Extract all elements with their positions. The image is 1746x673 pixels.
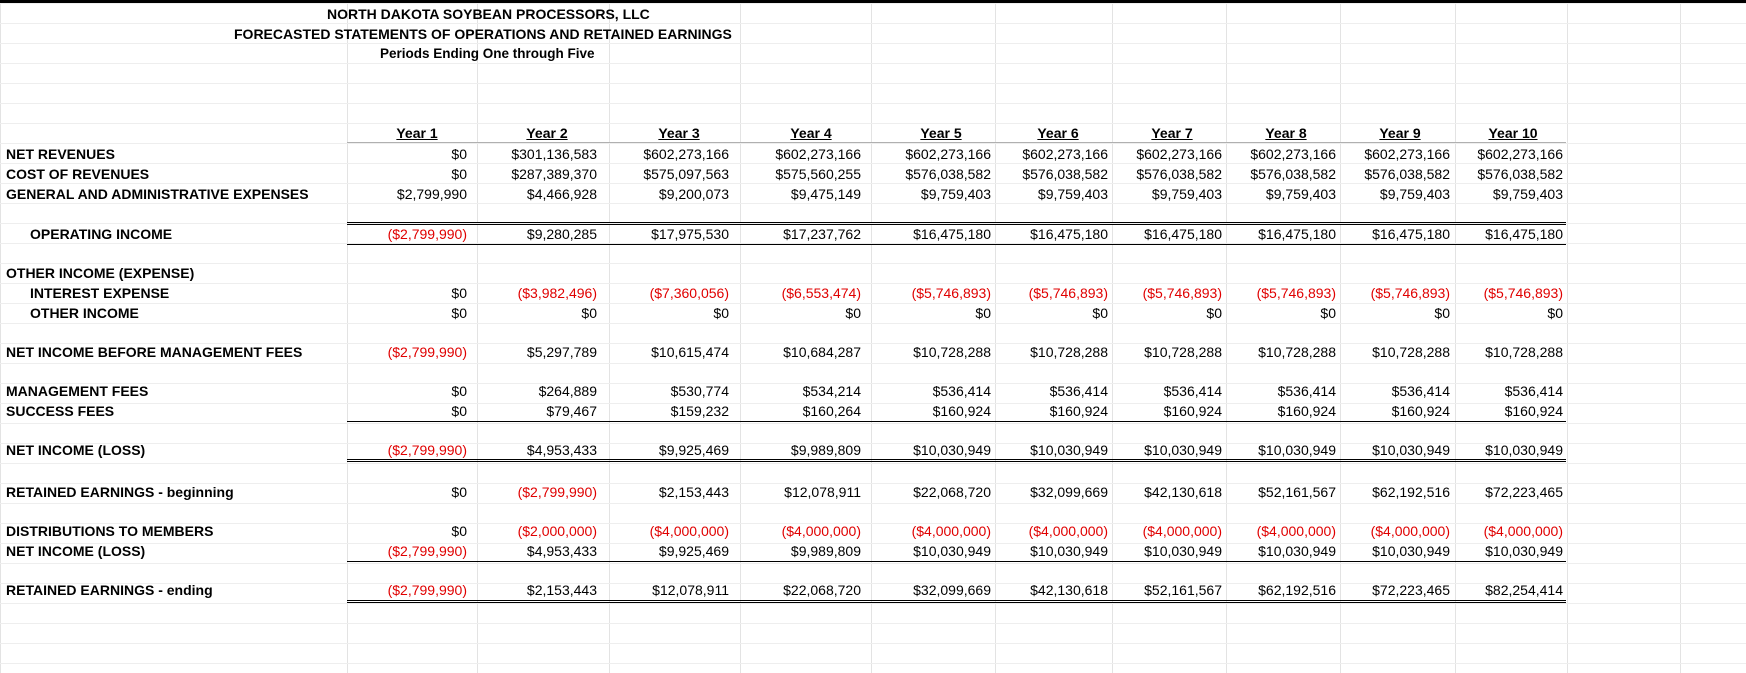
cell-other-income-year-10[interactable]: $0: [1547, 305, 1563, 321]
cell-interest-expense-year-7[interactable]: ($5,746,893): [1142, 285, 1222, 301]
cell-retained-earnings-ending-year-7[interactable]: $52,161,567: [1144, 582, 1222, 598]
cell-net-income-before-fees-year-4[interactable]: $10,684,287: [783, 344, 861, 360]
cell-retained-earnings-ending-year-6[interactable]: $42,130,618: [1030, 582, 1108, 598]
cell-management-fees-year-6[interactable]: $536,414: [1049, 383, 1108, 399]
cell-net-revenues-year-2[interactable]: $301,136,583: [511, 146, 597, 162]
cell-operating-income-year-1[interactable]: ($2,799,990): [387, 226, 467, 242]
cell-net-revenues-year-9[interactable]: $602,273,166: [1364, 146, 1450, 162]
cell-distributions-to-members-year-7[interactable]: ($4,000,000): [1142, 523, 1222, 539]
cell-retained-earnings-beginning-year-1[interactable]: $0: [451, 484, 467, 500]
cell-net-income-before-fees-year-7[interactable]: $10,728,288: [1144, 344, 1222, 360]
cell-interest-expense-year-6[interactable]: ($5,746,893): [1028, 285, 1108, 301]
cell-other-income-year-5[interactable]: $0: [975, 305, 991, 321]
cell-general-admin-expenses-year-6[interactable]: $9,759,403: [1037, 186, 1108, 202]
row-label-other-income: OTHER INCOME: [30, 305, 139, 321]
cell-success-fees-year-3[interactable]: $159,232: [670, 403, 729, 419]
cell-interest-expense-year-4[interactable]: ($6,553,474): [781, 285, 861, 301]
row-gridline: [0, 623, 1746, 624]
cell-net-income-loss-year-3[interactable]: $9,925,469: [658, 442, 729, 458]
cell-retained-earnings-beginning-year-7[interactable]: $42,130,618: [1144, 484, 1222, 500]
cell-net-income-loss-2-year-3[interactable]: $9,925,469: [658, 543, 729, 559]
cell-net-revenues-year-6[interactable]: $602,273,166: [1022, 146, 1108, 162]
cell-operating-income-year-5[interactable]: $16,475,180: [913, 226, 991, 242]
row-gridline: [0, 3, 1746, 4]
cell-success-fees-year-9[interactable]: $160,924: [1391, 403, 1450, 419]
cell-net-income-loss-year-7[interactable]: $10,030,949: [1144, 442, 1222, 458]
cell-net-revenues-year-3[interactable]: $602,273,166: [643, 146, 729, 162]
cell-net-revenues-year-10[interactable]: $602,273,166: [1477, 146, 1563, 162]
row-label-other-income-expense: OTHER INCOME (EXPENSE): [6, 265, 195, 281]
row-label-net-income-before-fees: NET INCOME BEFORE MANAGEMENT FEES: [6, 344, 303, 360]
operating-income-bottom-rule: [347, 244, 1566, 245]
cell-general-admin-expenses-year-8[interactable]: $9,759,403: [1265, 186, 1336, 202]
cell-distributions-to-members-year-6[interactable]: ($4,000,000): [1028, 523, 1108, 539]
cell-retained-earnings-beginning-year-9[interactable]: $62,192,516: [1372, 484, 1450, 500]
net-income-double-rule: [347, 459, 1566, 462]
cell-interest-expense-year-10[interactable]: ($5,746,893): [1483, 285, 1563, 301]
cell-management-fees-year-2[interactable]: $264,889: [538, 383, 597, 399]
row-gridline: [0, 323, 1746, 324]
cell-distributions-to-members-year-4[interactable]: ($4,000,000): [781, 523, 861, 539]
cell-net-income-loss-year-6[interactable]: $10,030,949: [1030, 442, 1108, 458]
row-label-retained-earnings-ending: RETAINED EARNINGS - ending: [6, 582, 213, 598]
cell-general-admin-expenses-year-1[interactable]: $2,799,990: [396, 186, 467, 202]
row-label-net-income-loss: NET INCOME (LOSS): [6, 442, 146, 458]
cell-success-fees-year-4[interactable]: $160,264: [802, 403, 861, 419]
cell-net-income-before-fees-year-8[interactable]: $10,728,288: [1258, 344, 1336, 360]
cell-cost-of-revenues-year-4[interactable]: $575,560,255: [775, 166, 861, 182]
cell-distributions-to-members-year-8[interactable]: ($4,000,000): [1256, 523, 1336, 539]
cell-net-income-loss-2-year-7[interactable]: $10,030,949: [1144, 543, 1222, 559]
cell-net-revenues-year-8[interactable]: $602,273,166: [1250, 146, 1336, 162]
cell-retained-earnings-ending-year-2[interactable]: $2,153,443: [526, 582, 597, 598]
cell-net-income-loss-2-year-5[interactable]: $10,030,949: [913, 543, 991, 559]
row-label-net-income-loss-2: NET INCOME (LOSS): [6, 543, 146, 559]
column-header-year-2: Year 2: [526, 125, 568, 141]
cell-general-admin-expenses-year-3[interactable]: $9,200,073: [658, 186, 729, 202]
row-label-distributions-to-members: DISTRIBUTIONS TO MEMBERS: [6, 523, 214, 539]
cell-management-fees-year-5[interactable]: $536,414: [932, 383, 991, 399]
report-period: Periods Ending One through Five: [380, 46, 595, 61]
cell-operating-income-year-8[interactable]: $16,475,180: [1258, 226, 1336, 242]
column-header-year-4: Year 4: [790, 125, 832, 141]
column-header-year-1: Year 1: [396, 125, 438, 141]
cell-net-income-before-fees-year-1[interactable]: ($2,799,990): [387, 344, 467, 360]
column-header-year-8: Year 8: [1265, 125, 1307, 141]
cell-success-fees-year-2[interactable]: $79,467: [546, 403, 597, 419]
cell-cost-of-revenues-year-9[interactable]: $576,038,582: [1364, 166, 1450, 182]
row-gridline: [0, 663, 1746, 664]
cell-cost-of-revenues-year-2[interactable]: $287,389,370: [511, 166, 597, 182]
cell-general-admin-expenses-year-7[interactable]: $9,759,403: [1151, 186, 1222, 202]
cell-management-fees-year-4[interactable]: $534,214: [802, 383, 861, 399]
cell-distributions-to-members-year-2[interactable]: ($2,000,000): [517, 523, 597, 539]
cell-operating-income-year-6[interactable]: $16,475,180: [1030, 226, 1108, 242]
row-label-operating-income: OPERATING INCOME: [30, 226, 173, 242]
column-header-year-10: Year 10: [1488, 125, 1538, 141]
cell-net-revenues-year-1[interactable]: $0: [451, 146, 467, 162]
cell-net-income-before-fees-year-3[interactable]: $10,615,474: [651, 344, 729, 360]
cell-other-income-year-3[interactable]: $0: [713, 305, 729, 321]
cell-operating-income-year-2[interactable]: $9,280,285: [526, 226, 597, 242]
cell-retained-earnings-beginning-year-3[interactable]: $2,153,443: [658, 484, 729, 500]
spreadsheet[interactable]: [0, 3, 1746, 673]
cell-operating-income-year-10[interactable]: $16,475,180: [1485, 226, 1563, 242]
cell-success-fees-year-8[interactable]: $160,924: [1277, 403, 1336, 419]
cell-cost-of-revenues-year-8[interactable]: $576,038,582: [1250, 166, 1336, 182]
cell-retained-earnings-beginning-year-6[interactable]: $32,099,669: [1030, 484, 1108, 500]
cell-distributions-to-members-year-10[interactable]: ($4,000,000): [1483, 523, 1563, 539]
cell-other-income-year-2[interactable]: $0: [581, 305, 597, 321]
cell-management-fees-year-8[interactable]: $536,414: [1277, 383, 1336, 399]
cell-cost-of-revenues-year-3[interactable]: $575,097,563: [643, 166, 729, 182]
column-header-year-3: Year 3: [658, 125, 700, 141]
cell-retained-earnings-ending-year-1[interactable]: ($2,799,990): [387, 582, 467, 598]
cell-success-fees-year-7[interactable]: $160,924: [1163, 403, 1222, 419]
cell-retained-earnings-beginning-year-5[interactable]: $22,068,720: [913, 484, 991, 500]
cell-distributions-to-members-year-3[interactable]: ($4,000,000): [649, 523, 729, 539]
cell-operating-income-year-7[interactable]: $16,475,180: [1144, 226, 1222, 242]
cell-retained-earnings-beginning-year-4[interactable]: $12,078,911: [784, 484, 861, 500]
cell-general-admin-expenses-year-4[interactable]: $9,475,149: [790, 186, 861, 202]
cell-distributions-to-members-year-9[interactable]: ($4,000,000): [1370, 523, 1450, 539]
row-gridline: [0, 503, 1746, 504]
cell-other-income-year-6[interactable]: $0: [1092, 305, 1108, 321]
row-gridline: [0, 363, 1746, 364]
cell-distributions-to-members-year-1[interactable]: $0: [451, 523, 467, 539]
row-label-interest-expense: INTEREST EXPENSE: [30, 285, 170, 301]
cell-general-admin-expenses-year-9[interactable]: $9,759,403: [1379, 186, 1450, 202]
cell-net-income-loss-year-5[interactable]: $10,030,949: [913, 442, 991, 458]
cell-net-revenues-year-5[interactable]: $602,273,166: [905, 146, 991, 162]
row-gridline: [0, 463, 1746, 464]
cell-net-income-loss-year-9[interactable]: $10,030,949: [1372, 442, 1450, 458]
cell-cost-of-revenues-year-7[interactable]: $576,038,582: [1136, 166, 1222, 182]
cell-net-income-loss-2-year-2[interactable]: $4,953,433: [526, 543, 597, 559]
cell-distributions-to-members-year-5[interactable]: ($4,000,000): [911, 523, 991, 539]
cell-cost-of-revenues-year-1[interactable]: $0: [451, 166, 467, 182]
report-company: NORTH DAKOTA SOYBEAN PROCESSORS, LLC: [327, 6, 650, 22]
cell-other-income-year-8[interactable]: $0: [1320, 305, 1336, 321]
cell-net-income-loss-2-year-10[interactable]: $10,030,949: [1485, 543, 1563, 559]
cell-retained-earnings-beginning-year-2[interactable]: ($2,799,990): [517, 484, 597, 500]
cell-cost-of-revenues-year-10[interactable]: $576,038,582: [1477, 166, 1563, 182]
cell-net-revenues-year-7[interactable]: $602,273,166: [1136, 146, 1222, 162]
cell-net-income-before-fees-year-6[interactable]: $10,728,288: [1030, 344, 1108, 360]
cell-net-income-loss-year-10[interactable]: $10,030,949: [1485, 442, 1563, 458]
row-gridline: [0, 563, 1746, 564]
cell-retained-earnings-ending-year-3[interactable]: $12,078,911: [652, 582, 729, 598]
cell-other-income-year-9[interactable]: $0: [1434, 305, 1450, 321]
row-label-cost-of-revenues: COST OF REVENUES: [6, 166, 150, 182]
cell-interest-expense-year-8[interactable]: ($5,746,893): [1256, 285, 1336, 301]
cell-interest-expense-year-3[interactable]: ($7,360,056): [649, 285, 729, 301]
cell-management-fees-year-3[interactable]: $530,774: [670, 383, 729, 399]
cell-management-fees-year-9[interactable]: $536,414: [1391, 383, 1450, 399]
column-header-year-7: Year 7: [1151, 125, 1193, 141]
cell-net-income-before-fees-year-10[interactable]: $10,728,288: [1485, 344, 1563, 360]
cell-general-admin-expenses-year-10[interactable]: $9,759,403: [1492, 186, 1563, 202]
cell-interest-expense-year-1[interactable]: $0: [451, 285, 467, 301]
cell-net-income-loss-2-year-6[interactable]: $10,030,949: [1030, 543, 1108, 559]
cell-net-income-loss-year-1[interactable]: ($2,799,990): [387, 442, 467, 458]
cell-retained-earnings-ending-year-4[interactable]: $22,068,720: [783, 582, 861, 598]
column-header-year-6: Year 6: [1037, 125, 1079, 141]
cell-other-income-year-7[interactable]: $0: [1206, 305, 1222, 321]
cell-general-admin-expenses-year-5[interactable]: $9,759,403: [920, 186, 991, 202]
cell-net-income-loss-year-4[interactable]: $9,989,809: [790, 442, 861, 458]
header-separator: [347, 142, 1566, 143]
cell-net-income-loss-year-8[interactable]: $10,030,949: [1258, 442, 1336, 458]
row-gridline: [0, 63, 1746, 64]
row-gridline: [0, 83, 1746, 84]
cell-net-income-before-fees-year-5[interactable]: $10,728,288: [913, 344, 991, 360]
cell-cost-of-revenues-year-6[interactable]: $576,038,582: [1022, 166, 1108, 182]
operating-income-top-rule: [347, 222, 1566, 225]
cell-retained-earnings-beginning-year-8[interactable]: $52,161,567: [1258, 484, 1336, 500]
cell-interest-expense-year-2[interactable]: ($3,982,496): [517, 285, 597, 301]
cell-net-income-before-fees-year-2[interactable]: $5,297,789: [526, 344, 597, 360]
cell-retained-earnings-ending-year-5[interactable]: $32,099,669: [913, 582, 991, 598]
row-gridline: [0, 643, 1746, 644]
cell-net-income-loss-year-2[interactable]: $4,953,433: [526, 442, 597, 458]
cell-operating-income-year-3[interactable]: $17,975,530: [651, 226, 729, 242]
row-label-general-admin-expenses: GENERAL AND ADMINISTRATIVE EXPENSES: [6, 186, 309, 202]
cell-success-fees-year-1[interactable]: $0: [451, 403, 467, 419]
cell-net-income-loss-2-year-8[interactable]: $10,030,949: [1258, 543, 1336, 559]
cell-net-income-before-fees-year-9[interactable]: $10,728,288: [1372, 344, 1450, 360]
row-label-retained-earnings-beginning: RETAINED EARNINGS - beginning: [6, 484, 234, 500]
report-statement: FORECASTED STATEMENTS OF OPERATIONS AND RETAINED EARNINGS: [234, 26, 732, 42]
row-gridline: [0, 103, 1746, 104]
retained-earnings-ending-double-rule: [347, 600, 1566, 603]
cell-success-fees-year-5[interactable]: $160,924: [932, 403, 991, 419]
cell-net-income-loss-2-year-1[interactable]: ($2,799,990): [387, 543, 467, 559]
cell-net-revenues-year-4[interactable]: $602,273,166: [775, 146, 861, 162]
row-label-management-fees: MANAGEMENT FEES: [6, 383, 149, 399]
row-gridline: [0, 423, 1746, 424]
column-header-year-9: Year 9: [1379, 125, 1421, 141]
cell-net-income-loss-2-year-9[interactable]: $10,030,949: [1372, 543, 1450, 559]
cell-retained-earnings-ending-year-9[interactable]: $72,223,465: [1372, 582, 1450, 598]
cell-retained-earnings-ending-year-8[interactable]: $62,192,516: [1258, 582, 1336, 598]
row-label-success-fees: SUCCESS FEES: [6, 403, 115, 419]
row-gridline: [0, 263, 1746, 264]
cell-success-fees-year-10[interactable]: $160,924: [1504, 403, 1563, 419]
column-header-year-5: Year 5: [920, 125, 962, 141]
net-income-2-bottom-rule: [347, 561, 1566, 562]
success-fees-bottom-rule: [347, 421, 1566, 422]
cell-interest-expense-year-9[interactable]: ($5,746,893): [1370, 285, 1450, 301]
cell-operating-income-year-4[interactable]: $17,237,762: [783, 226, 861, 242]
cell-net-income-loss-2-year-4[interactable]: $9,989,809: [790, 543, 861, 559]
cell-other-income-year-4[interactable]: $0: [845, 305, 861, 321]
cell-retained-earnings-ending-year-10[interactable]: $82,254,414: [1485, 582, 1563, 598]
cell-other-income-year-1[interactable]: $0: [451, 305, 467, 321]
cell-management-fees-year-7[interactable]: $536,414: [1163, 383, 1222, 399]
row-label-net-revenues: NET REVENUES: [6, 146, 115, 162]
cell-cost-of-revenues-year-5[interactable]: $576,038,582: [905, 166, 991, 182]
cell-operating-income-year-9[interactable]: $16,475,180: [1372, 226, 1450, 242]
cell-management-fees-year-10[interactable]: $536,414: [1504, 383, 1563, 399]
cell-management-fees-year-1[interactable]: $0: [451, 383, 467, 399]
cell-retained-earnings-beginning-year-10[interactable]: $72,223,465: [1485, 484, 1563, 500]
cell-interest-expense-year-5[interactable]: ($5,746,893): [911, 285, 991, 301]
row-gridline: [0, 603, 1746, 604]
cell-success-fees-year-6[interactable]: $160,924: [1049, 403, 1108, 419]
cell-general-admin-expenses-year-2[interactable]: $4,466,928: [526, 186, 597, 202]
